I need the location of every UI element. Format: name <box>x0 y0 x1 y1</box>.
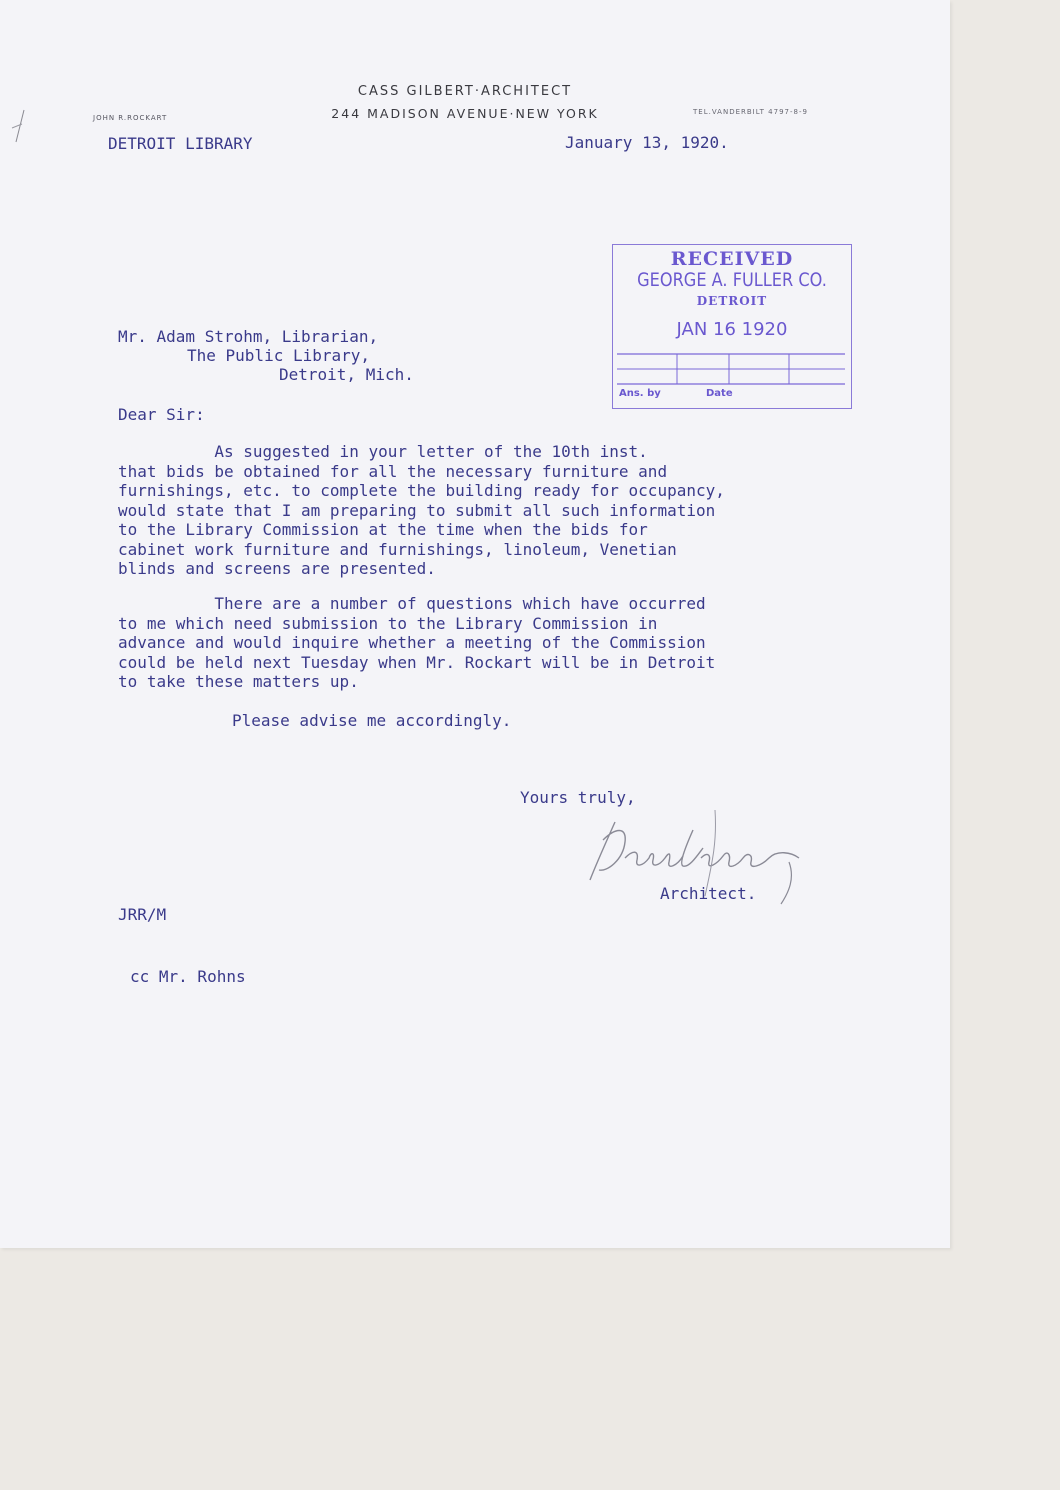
salutation: Dear Sir: <box>118 405 205 424</box>
letterhead-firm: CASS GILBERT·ARCHITECT <box>357 84 573 99</box>
body-paragraph-2: There are a number of questions which have occurred to me which need submission to the Library Commission in advance and would inquire whether a meeting of the Commission could be held next Tuesday when Mr. Rockart will be in Detroit to take these matters up. <box>118 594 716 691</box>
closing: Yours truly, <box>520 788 636 807</box>
letter-date: January 13, 1920. <box>565 133 729 152</box>
letterhead-associate: JOHN R.ROCKART <box>93 114 168 122</box>
stamp-received-label: RECEIVED <box>670 248 794 270</box>
body-paragraph-3: Please advise me accordingly. <box>232 711 512 730</box>
recipient-line-3: Detroit, Mich. <box>279 365 414 384</box>
stamp-company: GEORGE A. FULLER CO. <box>637 269 827 291</box>
stamp-city: DETROIT <box>696 294 768 308</box>
letterhead-telephone: TEL.VANDERBILT 4797-8-9 <box>693 108 808 116</box>
signature-title: Architect. <box>660 884 757 903</box>
letterhead-address: 244 MADISON AVENUE·NEW YORK <box>331 106 599 121</box>
recipient-line-2: The Public Library, <box>187 346 371 365</box>
stamp-answered-by-label: Ans. by <box>619 388 661 399</box>
received-stamp <box>612 244 852 409</box>
body-paragraph-1: As suggested in your letter of the 10th inst. that bids be obtained for all the necessary furniture and furnishings, etc. to complete the building ready for occupancy, would state that I am preparing to submit all such information to the Library Commission at the time when the bids for cabinet work furniture and furnishings, linoleum, Venetian blinds and screens are presented. <box>118 442 725 578</box>
stamp-date-label: Date <box>706 388 733 399</box>
stamp-grid <box>617 353 845 385</box>
reference-initials: JRR/M <box>118 905 167 924</box>
stamp-date: JAN 16 1920 <box>676 319 788 340</box>
recipient-line-1: Mr. Adam Strohm, Librarian, <box>118 327 379 346</box>
edge-ink-mark <box>6 108 28 148</box>
carbon-copy-line: cc Mr. Rohns <box>130 967 246 986</box>
project-reference: DETROIT LIBRARY <box>108 134 253 153</box>
